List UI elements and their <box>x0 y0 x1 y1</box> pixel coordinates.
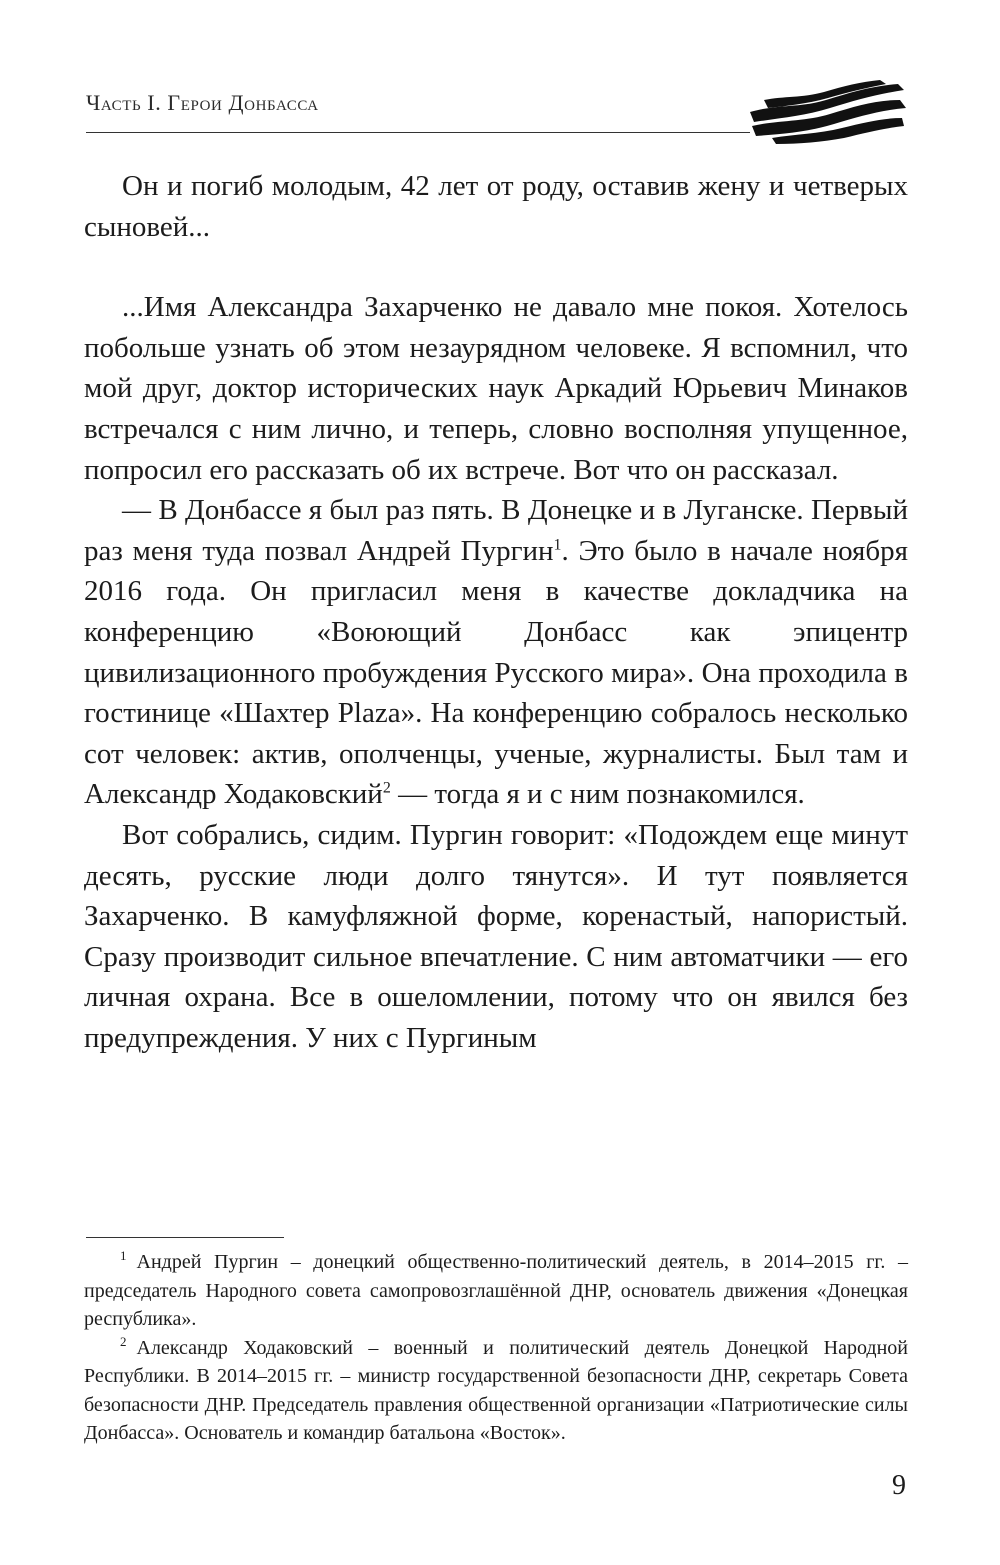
footnote-2 <box>84 1334 908 1448</box>
paragraph-4: Вот собрались, сидим. Пургин говорит: «Подождем еще минут десять, русские люди долго тянутся». И тут появляется Захарченко. В камуфляжной форме, коренастый, напористый. Сразу производит сильное впечатление. С ним автоматчики — его личная охрана. Все в ошеломлении, потому что он явился без предупреждения. У них с Пургиным <box>84 818 908 1054</box>
footnote-2-text: Александр Ходаковский – военный и политический деятель Донецкой Народной Республики. В 2014–2015 гг. – министр государственной безопасности ДНР, секретарь Совета безопасности ДНР. Председатель правления общественной организации «Патриотические силы Донбасса». Основатель и командир батальона «Восток». <box>84 1336 908 1444</box>
paragraph-3 <box>84 490 908 815</box>
footnote-ref-2: 2 <box>382 779 391 797</box>
main-text <box>84 166 908 1058</box>
footnote-1 <box>84 1248 908 1334</box>
paragraph-3-part-a: — В Донбассе я был раз пять. В Донецке и в Луганске. Первый раз меня туда позвал Андрей Пургин <box>84 494 908 567</box>
running-title: Часть I. Герои Донбасса <box>86 90 319 115</box>
footnote-1-text: Андрей Пургин – донецкий общественно-политический деятель, в 2014–2015 гг. – председатель Народного совета самопровозглашённой ДНР, основатель движения «Донецкая республика». <box>84 1251 908 1330</box>
footnote-1-number: 1 <box>120 1248 127 1264</box>
header-rule <box>86 132 750 133</box>
footnotes <box>84 1248 908 1448</box>
paragraph-2: ...Имя Александра Захарченко не давало мне покоя. Хотелось побольше узнать об этом незаурядном человеке. Я вспомнил, что мой друг, доктор исторических наук Аркадий Юрьевич Минаков встречался с ним лично, и теперь, словно восполняя упущенное, попросил его рассказать об их встрече. Вот что он рассказал. <box>84 291 908 486</box>
paragraph-3-part-c: — тогда я и с ним познакомился. <box>390 778 805 811</box>
page-number: 9 <box>892 1470 906 1501</box>
paragraph-1: Он и погиб молодым, 42 лет от роду, оставив жену и четверых сыновей... <box>84 170 908 243</box>
running-header <box>86 78 906 138</box>
footnote-rule <box>86 1237 284 1238</box>
st-george-ribbon-icon <box>748 78 908 144</box>
footnote-2-number: 2 <box>120 1333 127 1349</box>
paragraph-3-part-b: . Это было в начале ноября 2016 года. Он пригласил меня в качестве докладчика на конференцию «Воюющий Донбасс как эпицентр цивилизационного пробуждения Русского мира». Она проходила в гостинице «Шахтер Plaza». На конференцию собралось несколько сот человек: актив, ополченцы, ученые, журналисты. Был там и Александр Ходаковский <box>84 534 908 811</box>
footnote-ref-1: 1 <box>553 536 562 554</box>
